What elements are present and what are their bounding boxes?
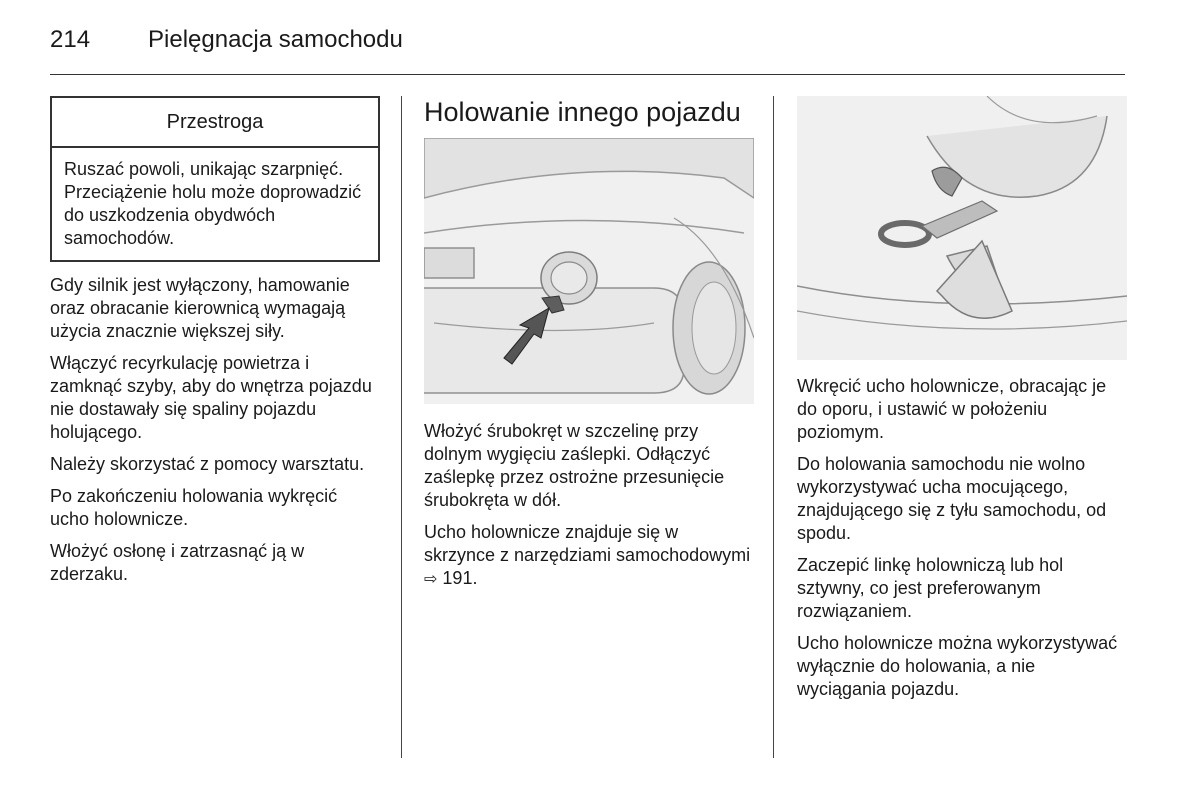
column-left: [50, 96, 380, 595]
body-paragraph: Włożyć śrubokręt w szczelinę przy dolnym wygięciu zaślepki. Odłączyć zaślepkę przez ostrożne przesunięcie śrubokręta w dół.: [424, 421, 725, 510]
body-paragraph: Po zakończeniu holowania wykręcić ucho holownicze.: [50, 486, 338, 529]
page-reference-arrow-icon: ⇨: [424, 571, 438, 588]
section-title: Pielęgnacja samochodu: [148, 26, 403, 53]
body-paragraph: Włączyć recyrkulację powietrza i zamknąć szyby, aby do wnętrza pojazdu nie dostawały się spaliny pojazdu holującego.: [50, 353, 372, 442]
reference-paragraph: [424, 521, 754, 591]
body-paragraph: Zaczepić linkę holowniczą lub hol sztywny, co jest preferowanym rozwiązaniem.: [797, 555, 1064, 621]
warning-text: Ruszać powoli, unikając szarpnięć. Przeciążenie holu może doprowadzić do uszkodzenia obydwóch samochodów.: [64, 159, 362, 248]
header-divider: [50, 74, 1125, 75]
towing-eye-illustration: [797, 96, 1127, 360]
body-paragraph: Wkręcić ucho holownicze, obracając je do oporu, i ustawić w położeniu poziomym.: [797, 376, 1107, 442]
body-paragraph: Należy skorzystać z pomocy warsztatu.: [50, 454, 365, 474]
warning-box: [50, 96, 380, 262]
body-paragraph: Do holowania samochodu nie wolno wykorzystywać ucha mocującego, znajdującego się z tyłu samochodu, od spodu.: [797, 454, 1107, 543]
reference-text: Ucho holownicze znajduje się w skrzynce z narzędziami samochodowymi: [424, 522, 751, 565]
body-paragraph: Ucho holownicze można wykorzystywać wyłącznie do holowania, a nie wyciągania pojazdu.: [797, 633, 1118, 699]
column-divider: [401, 96, 402, 758]
column-middle: [424, 96, 754, 600]
column-right: [797, 96, 1127, 710]
page-number: 214: [50, 26, 91, 53]
body-paragraph: Gdy silnik jest wyłączony, hamowanie oraz obracanie kierownicą wymagają użycia znacznie większej siły.: [50, 275, 350, 341]
rear-bumper-illustration: [424, 138, 754, 404]
warning-title: Przestroga: [52, 98, 378, 148]
subsection-heading: Holowanie innego pojazdu: [424, 97, 741, 127]
body-paragraph: Włożyć osłonę i zatrzasnąć ją w zderzaku.: [50, 541, 305, 584]
page-reference-link[interactable]: 191.: [442, 568, 478, 588]
page-header: [50, 26, 1125, 74]
column-divider: [773, 96, 774, 758]
